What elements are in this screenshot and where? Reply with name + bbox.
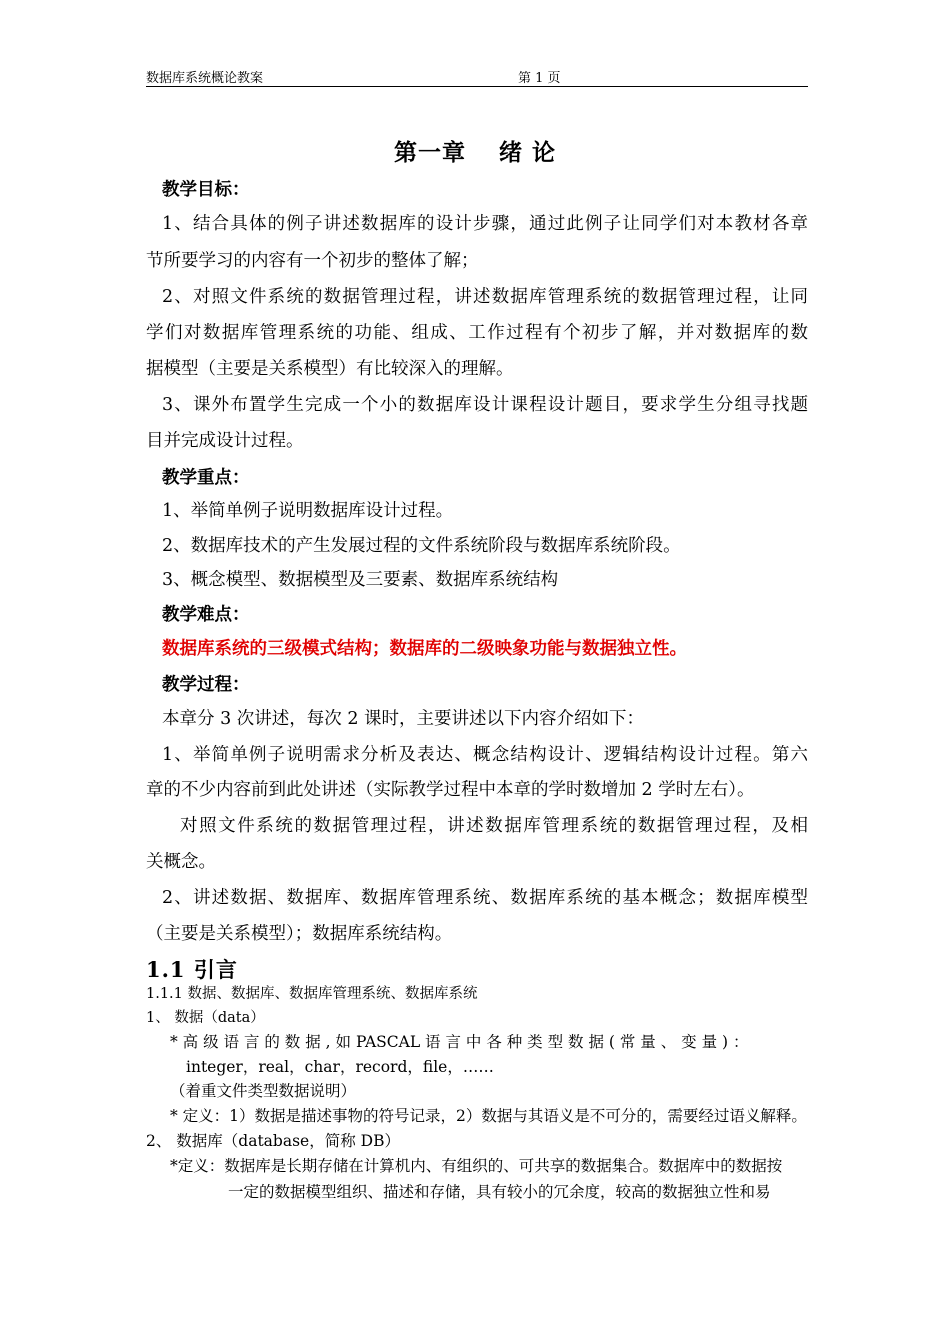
goals-item2-line1: 2、对照文件系统的数据管理过程，讲述数据库管理系统的数据管理过程，让同 <box>162 287 808 307</box>
data-definition: * 定义：1）数据是描述事物的符号记录，2）数据与其语义是不可分的，需要经过语义解释。 <box>170 1107 807 1125</box>
header-doc-title: 数据库系统概论教案 <box>146 71 264 86</box>
subsection-1-1-1: 1.1.1 数据、数据库、数据库管理系统、数据库系统 <box>146 986 478 1002</box>
goals-item1-line2: 节所要学习的内容有一个初步的整体了解； <box>146 251 479 271</box>
process-item2-line1: 2、讲述数据、数据库、数据库管理系统、数据库系统的基本概念；数据库模型 <box>162 888 808 908</box>
process-item1-line2: 章的不少内容前到此处讲述（实际教学过程中本章的学时数增加 2 学时左右）。 <box>146 780 755 800</box>
key-points-item1: 1、举简单例子说明数据库设计过程。 <box>162 501 454 521</box>
database-definition-line2: 一定的数据模型组织、描述和存储，具有较小的冗余度，较高的数据独立性和易 <box>228 1183 771 1201</box>
process-heading: 教学过程： <box>162 675 250 695</box>
data-bullet1-line1: * 高 级 语 言 的 数 据 , 如 PASCAL 语 言 中 各 种 类 型 数 据 ( 常 量 、 变 量 ) ： <box>170 1033 749 1051</box>
process-para-line1: 对照文件系统的数据管理过程，讲述数据库管理系统的数据管理过程，及相 <box>180 816 808 836</box>
key-points-heading: 教学重点： <box>162 468 250 488</box>
data-bullet1-line2: integer，real，char，record，file，…… <box>186 1058 494 1076</box>
chapter-title: 第一章 绪 论 <box>393 139 556 166</box>
data-title: 1、 数据（data） <box>146 1010 265 1026</box>
goals-heading: 教学目标： <box>162 180 250 200</box>
process-para-line2: 关概念。 <box>146 852 216 872</box>
goals-item2-line2: 学们对数据库管理系统的功能、组成、工作过程有个初步了解，并对数据库的数 <box>146 323 808 343</box>
process-intro: 本章分 3 次讲述，每次 2 课时，主要讲述以下内容介绍如下： <box>162 709 645 729</box>
key-points-item2: 2、数据库技术的产生发展过程的文件系统阶段与数据库系统阶段。 <box>162 536 681 556</box>
data-note: （着重文件类型数据说明） <box>170 1082 357 1100</box>
difficulties-text: 数据库系统的三级模式结构；数据库的二级映象功能与数据独立性。 <box>162 639 687 659</box>
goals-item2-line3: 据模型（主要是关系模型）有比较深入的理解。 <box>146 359 514 379</box>
database-definition-line1: *定义：数据库是长期存储在计算机内、有组织的、可共享的数据集合。数据库中的数据按 <box>170 1157 783 1175</box>
header-page-number: 第 1 页 <box>518 71 561 86</box>
page-header <box>146 64 808 87</box>
process-item1-line1: 1、举简单例子说明需求分析及表达、概念结构设计、逻辑结构设计过程。第六 <box>162 745 808 765</box>
difficulties-heading: 教学难点： <box>162 605 250 625</box>
goals-item3-line2: 目并完成设计过程。 <box>146 431 304 451</box>
process-item2-line2: （主要是关系模型）；数据库系统结构。 <box>146 924 453 944</box>
key-points-item3: 3、概念模型、数据模型及三要素、数据库系统结构 <box>162 570 559 590</box>
database-title: 2、 数据库（database，简称 DB） <box>146 1132 400 1150</box>
section-1-1-heading: 1.1 引言 <box>146 957 238 982</box>
goals-item3-line1: 3、课外布置学生完成一个小的数据库设计课程设计题目，要求学生分组寻找题 <box>162 395 808 415</box>
goals-item1-line1: 1、结合具体的例子讲述数据库的设计步骤，通过此例子让同学们对本教材各章 <box>162 214 808 234</box>
